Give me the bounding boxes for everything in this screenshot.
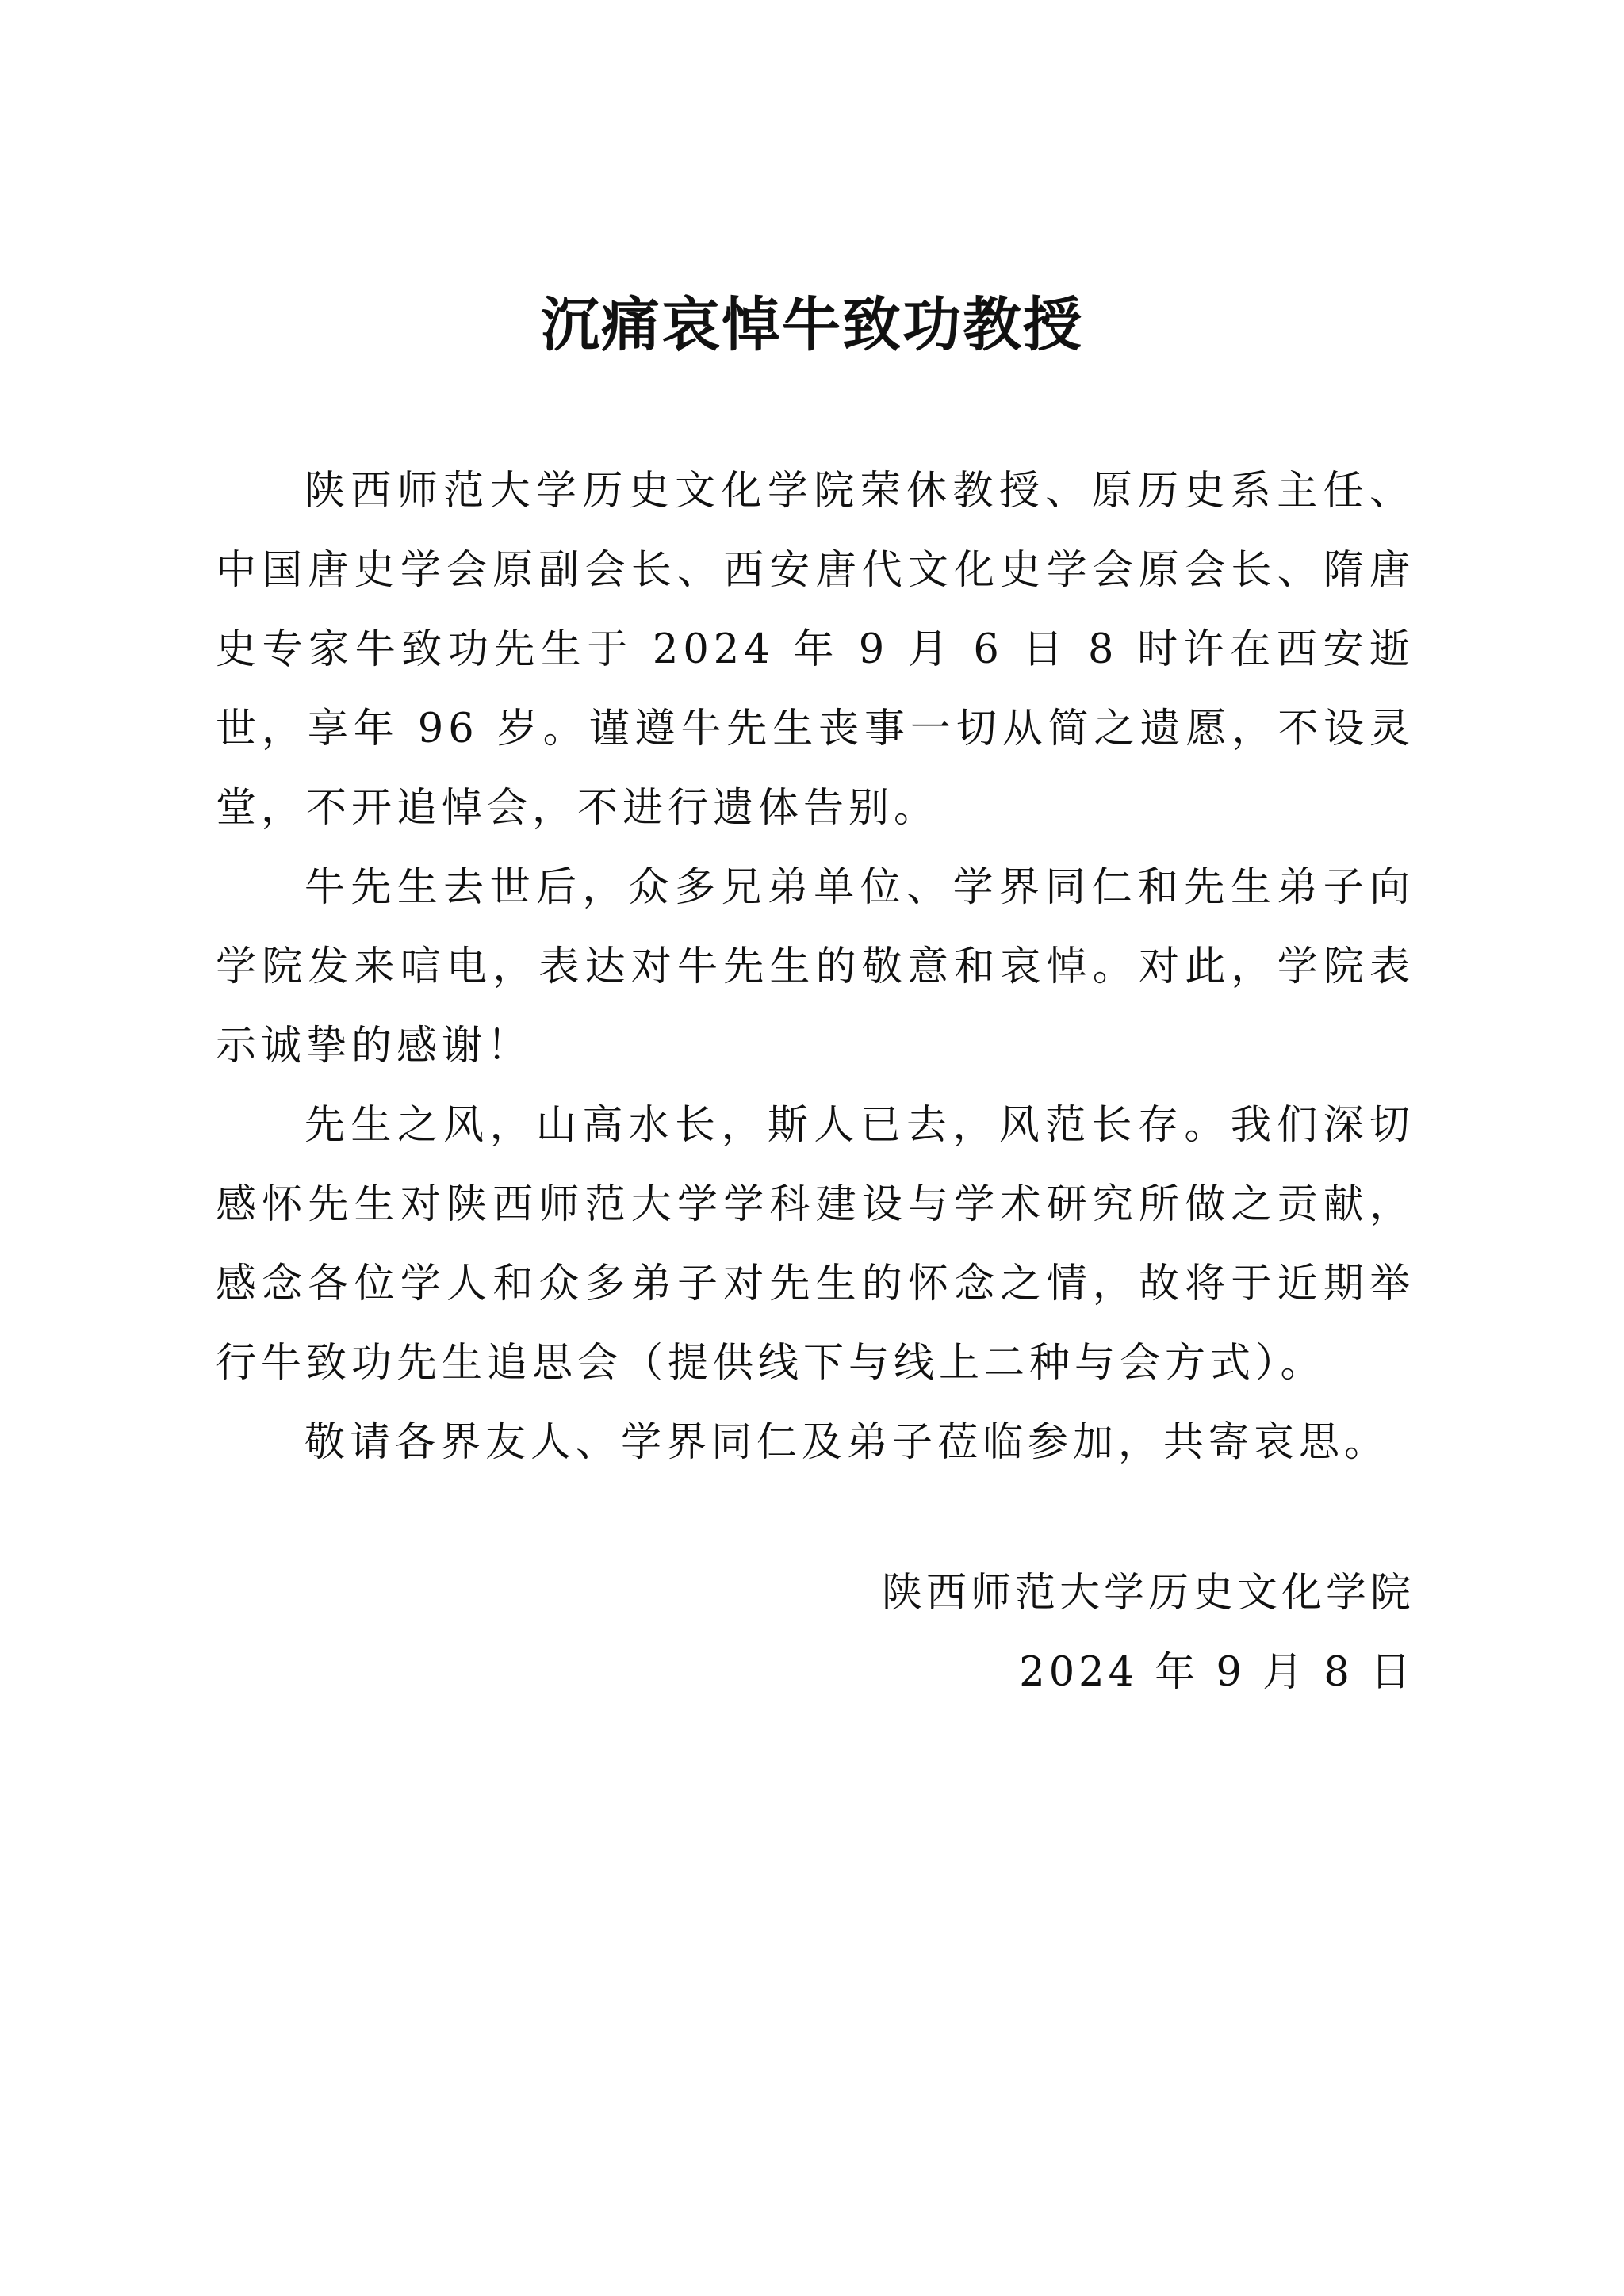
signature-organization: 陕西师范大学历史文化学院 <box>881 1570 1415 1617</box>
document-body <box>216 452 1415 1483</box>
signature-date: 2024 年 9 月 8 日 <box>1019 1649 1415 1696</box>
document-title: 沉痛哀悼牛致功教授 <box>541 291 1083 359</box>
paragraph-invitation: 敬请各界友人、学界同仁及弟子莅临参加，共寄哀思。 <box>304 1419 1390 1466</box>
paragraph-thanks: 牛先生去世后，众多兄弟单位、学界同仁和先生弟子向学院发来唁电，表达对牛先生的敬意和哀悼。对此，学院表示诚挚的感谢！ <box>216 864 1415 1070</box>
paragraph-memorial: 先生之风，山高水长，斯人已去，风范长存。我们深切感怀先生对陕西师范大学学科建设与学术研究所做之贡献，感念各位学人和众多弟子对先生的怀念之情，故将于近期举行牛致功先生追思会（提供线下与线上二种与会方式）。 <box>216 1102 1415 1387</box>
paragraph-announcement: 陕西师范大学历史文化学院荣休教授、原历史系主任、中国唐史学会原副会长、西安唐代文化史学会原会长、隋唐史专家牛致功先生于 2024 年 9 月 6 日 8 时许在西安逝世，享年 96 岁。谨遵牛先生丧事一切从简之遗愿，不设灵堂，不开追悼会，不进行遗体告别。 <box>216 468 1415 832</box>
signature-block <box>622 1554 1415 1712</box>
